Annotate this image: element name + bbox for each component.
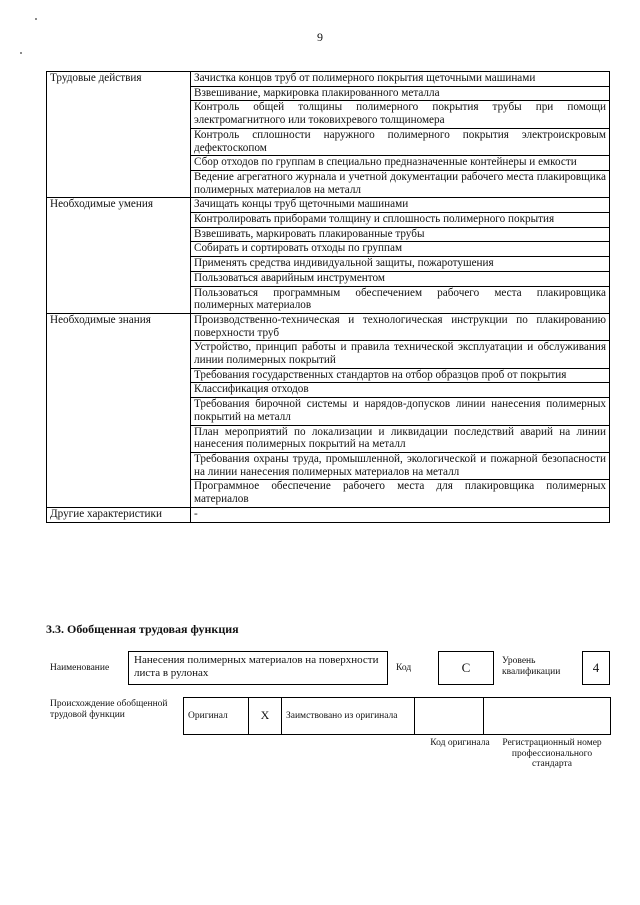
item-cell: Собирать и сортировать отходы по группам (191, 242, 610, 257)
origin-label: Происхождение обобщенной трудовой функции (50, 699, 168, 720)
function-name-field: Нанесения полимерных материалов на поверхности листа в рулонах (128, 651, 388, 685)
item-cell: Требования государственных стандартов на отбор образцов проб от покрытия (191, 368, 610, 383)
table-row (47, 507, 610, 522)
category-cell: Необходимые знания (47, 313, 191, 507)
item-cell: Взвешивать, маркировать плакированные трубы (191, 227, 610, 242)
original-label-cell (184, 698, 249, 735)
item-cell: Сбор отходов по группам в специально предназначенные контейнеры и емкости (191, 156, 610, 171)
scan-speck (35, 18, 37, 20)
category-cell: Другие характеристики (47, 507, 191, 522)
page-number: 9 (317, 30, 323, 44)
category-cell: Необходимые умения (47, 198, 191, 314)
item-cell: Зачищать концы труб щеточными машинами (191, 198, 610, 213)
table-row (47, 313, 610, 340)
reg-number-label: Регистрационный номер профессионального стандарта (502, 738, 602, 769)
borrowed-label-cell (282, 698, 415, 735)
origin-table (183, 697, 611, 735)
item-cell: - (191, 507, 610, 522)
item-cell: Производственно-техническая и технологическая инструкции по плакированию поверхности труб (191, 313, 610, 340)
item-cell: Классификация отходов (191, 383, 610, 398)
code-label: Код (396, 663, 412, 673)
table-row (47, 198, 610, 213)
item-cell: Зачистка концов труб от полимерного покрытия щеточными машинами (191, 72, 610, 87)
code-original-cell (415, 698, 484, 735)
item-cell: Устройство, принцип работы и правила технической эксплуатации и обслуживания линии полимерных покрытий (191, 341, 610, 368)
reg-number-cell (484, 698, 611, 735)
original-mark-cell (249, 698, 282, 735)
item-cell: Пользоваться программным обеспечением рабочего места плакировщика полимерных материалов (191, 286, 610, 313)
section-title: 3.3. Обобщенная трудовая функция (46, 622, 239, 636)
item-cell: Контроль сплошности наружного полимерного покрытия электроискровым дефектоскопом (191, 128, 610, 155)
item-cell: Контроль общей толщины полимерного покрытия трубы при помощи электромагнитного или токовихревого толщиномера (191, 101, 610, 128)
item-cell: Требования охраны труда, промышленной, экологической и пожарной безопасности на линии нанесения полимерных материалов на металл (191, 452, 610, 479)
table-row (47, 72, 610, 87)
borrowed-label: Заимствовано из оригинала (286, 710, 398, 721)
item-cell: Применять средства индивидуальной защиты, пожаротушения (191, 257, 610, 272)
code-original-label: Код оригинала (430, 738, 490, 748)
scan-speck (20, 52, 22, 54)
function-code-field: C (438, 651, 494, 685)
level-label: Уровень квалификации (502, 656, 561, 677)
category-cell: Трудовые действия (47, 72, 191, 198)
item-cell: Ведение агрегатного журнала и учетной документации рабочего места плакировщика полимерных материалов на металл (191, 170, 610, 197)
item-cell: Взвешивание, маркировка плакированного металла (191, 86, 610, 101)
name-label: Наименование (50, 663, 110, 673)
item-cell: Требования бирочной системы и нарядов-допусков линии нанесения полимерных покрытий на металл (191, 398, 610, 425)
item-cell: План мероприятий по локализации и ликвидации последствий аварий на линии нанесения полимерных покрытий на металл (191, 425, 610, 452)
item-cell: Программное обеспечение рабочего места для плакировщика полимерных материалов (191, 480, 610, 507)
competency-table (46, 71, 610, 523)
qualification-level-field: 4 (582, 651, 610, 685)
item-cell: Пользоваться аварийным инструментом (191, 271, 610, 286)
original-label: Оригинал (188, 710, 228, 721)
item-cell: Контролировать приборами толщину и сплошность полимерного покрытия (191, 213, 610, 228)
original-mark: X (260, 707, 270, 722)
